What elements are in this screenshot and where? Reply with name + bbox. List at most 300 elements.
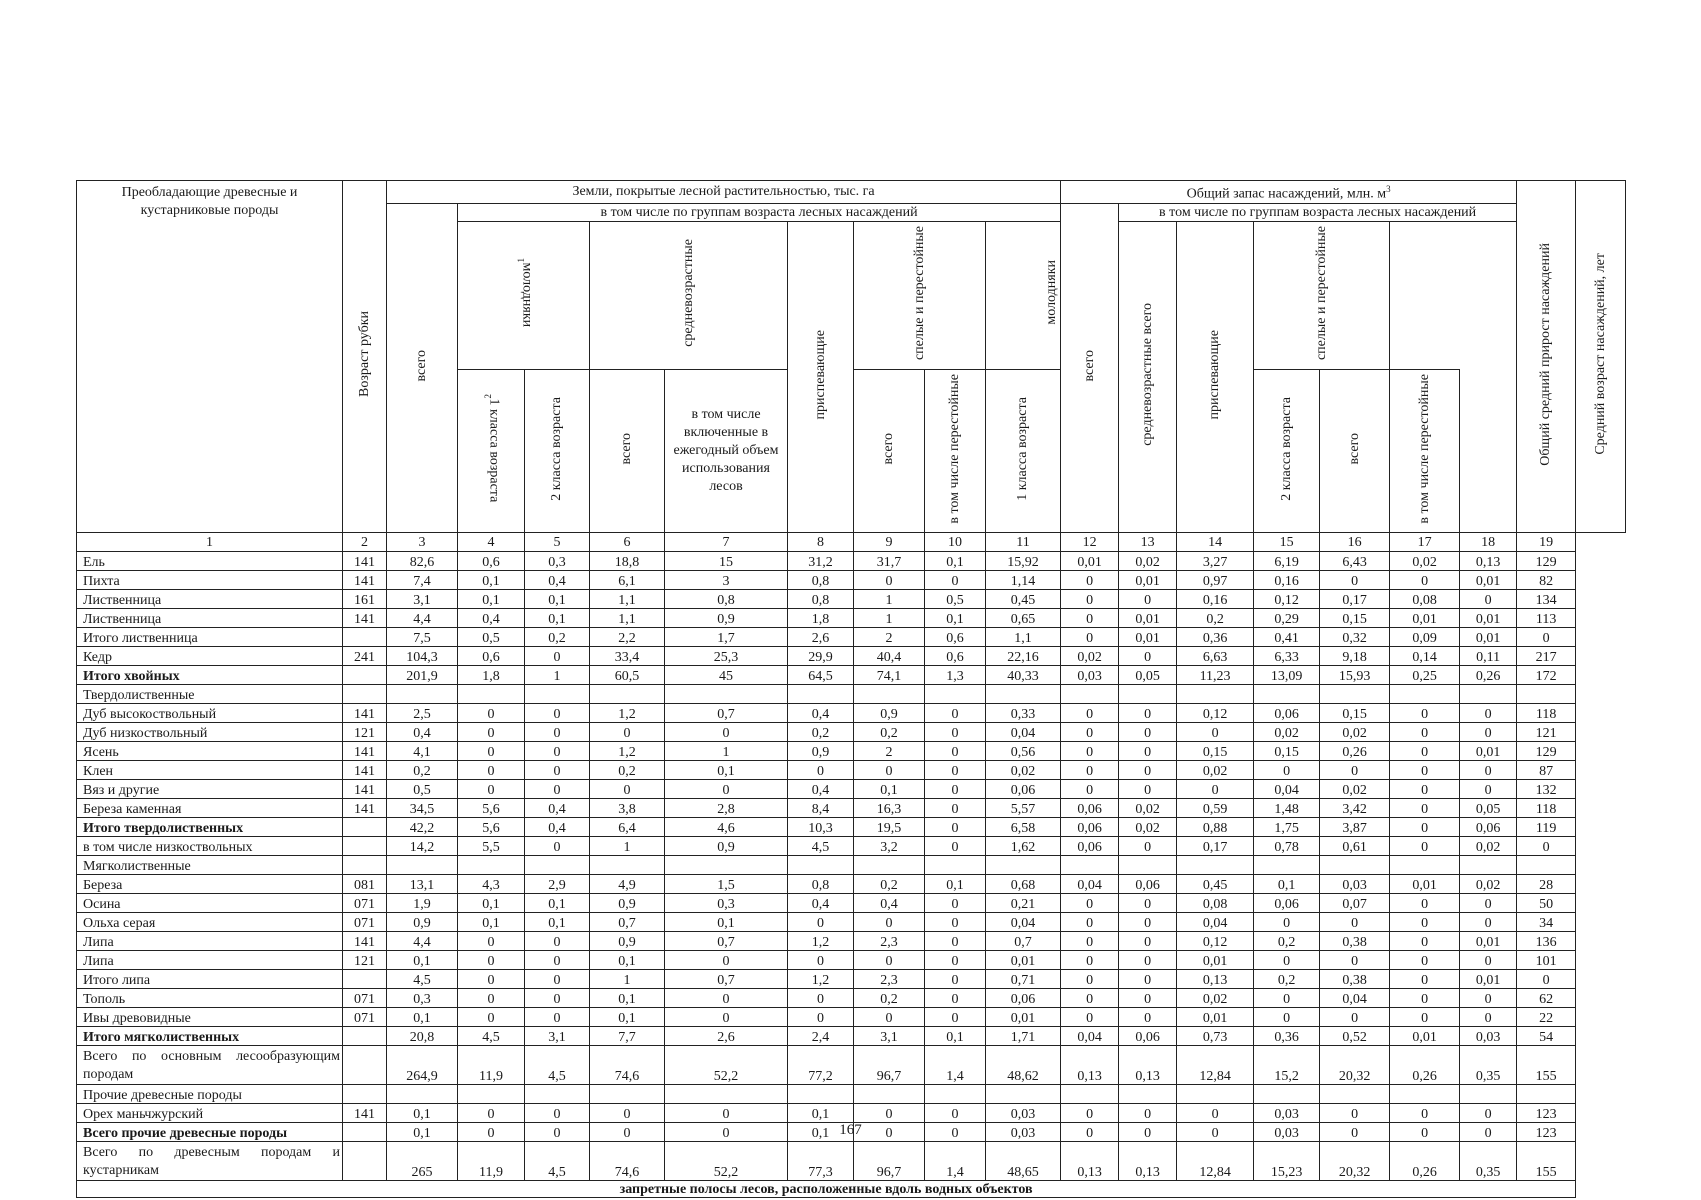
table-cell: 0 bbox=[525, 704, 590, 723]
table-cell: 3 bbox=[665, 571, 788, 590]
table-cell bbox=[788, 685, 854, 704]
table-cell: 45 bbox=[665, 666, 788, 685]
table-cell: 4,5 bbox=[525, 1046, 590, 1085]
table-cell: 0,13 bbox=[1119, 1046, 1177, 1085]
table-row bbox=[77, 552, 1626, 571]
table-cell: 40,33 bbox=[986, 666, 1061, 685]
table-cell: 40,4 bbox=[854, 647, 925, 666]
table-cell bbox=[986, 856, 1061, 875]
table-cell: 0 bbox=[925, 799, 986, 818]
table-cell: 0 bbox=[458, 951, 525, 970]
table-cell bbox=[590, 685, 665, 704]
table-cell: 0,33 bbox=[986, 704, 1061, 723]
table-cell: 0 bbox=[1320, 1008, 1390, 1027]
table-row bbox=[77, 1085, 1626, 1104]
table-cell bbox=[854, 685, 925, 704]
table-cell: 0,5 bbox=[458, 628, 525, 647]
row-label: Всего прочие древесные породы bbox=[77, 1123, 343, 1142]
table-cell: 0 bbox=[1390, 1008, 1460, 1027]
table-cell: 0 bbox=[590, 1104, 665, 1123]
forest-table bbox=[76, 180, 1626, 1198]
table-cell: 0,26 bbox=[1390, 1046, 1460, 1085]
table-cell: 0,01 bbox=[1460, 609, 1517, 628]
table-cell: 1 bbox=[525, 666, 590, 685]
table-cell: 0 bbox=[1320, 913, 1390, 932]
row-label: Всего по древесным породам и кустарникам bbox=[77, 1142, 343, 1181]
table-cell: 0 bbox=[1061, 571, 1119, 590]
table-cell bbox=[458, 856, 525, 875]
table-cell bbox=[1061, 856, 1119, 875]
table-cell: 0,2 bbox=[1177, 609, 1254, 628]
table-cell: 1,2 bbox=[590, 742, 665, 761]
table-cell: 6,1 bbox=[590, 571, 665, 590]
table-cell: 3,42 bbox=[1320, 799, 1390, 818]
table-row bbox=[77, 913, 1626, 932]
header-mid-total: всего bbox=[590, 369, 665, 533]
table-cell: 52,2 bbox=[665, 1142, 788, 1181]
table-cell: 0 bbox=[665, 989, 788, 1008]
table-cell: 7,7 bbox=[590, 1027, 665, 1046]
table-cell: 14,2 bbox=[387, 837, 458, 856]
table-cell: 0,08 bbox=[1390, 590, 1460, 609]
row-label: Итого лиственница bbox=[77, 628, 343, 647]
table-cell: 0 bbox=[665, 780, 788, 799]
table-cell: 0,02 bbox=[1460, 837, 1517, 856]
table-cell: 0,32 bbox=[1320, 628, 1390, 647]
header-stock-total: всего bbox=[1061, 203, 1119, 533]
table-cell: 0,1 bbox=[925, 609, 986, 628]
table-cell: 141 bbox=[343, 780, 387, 799]
table-cell: 0 bbox=[925, 761, 986, 780]
table-cell: 0,02 bbox=[1460, 875, 1517, 894]
header-stock: Общий запас насаждений, млн. $м^3$ bbox=[1061, 181, 1517, 204]
column-number: 11 bbox=[986, 533, 1061, 552]
table-cell: 0 bbox=[925, 818, 986, 837]
table-cell: 0 bbox=[525, 951, 590, 970]
table-cell bbox=[854, 1085, 925, 1104]
table-cell: 0,65 bbox=[986, 609, 1061, 628]
table-cell: 3,27 bbox=[1177, 552, 1254, 571]
table-cell: 155 bbox=[1517, 1142, 1576, 1181]
table-cell bbox=[343, 1142, 387, 1181]
table-cell: 0,2 bbox=[590, 761, 665, 780]
table-cell: 0,04 bbox=[986, 913, 1061, 932]
table-cell bbox=[1390, 1085, 1460, 1104]
table-cell: 141 bbox=[343, 552, 387, 571]
table-row bbox=[77, 666, 1626, 685]
table-cell: 121 bbox=[343, 951, 387, 970]
table-cell bbox=[343, 818, 387, 837]
table-cell: 0 bbox=[788, 989, 854, 1008]
table-cell: 0,1 bbox=[525, 894, 590, 913]
table-cell: 0 bbox=[1390, 761, 1460, 780]
table-cell: 1 bbox=[854, 590, 925, 609]
table-cell: 0 bbox=[925, 913, 986, 932]
table-cell: 52,2 bbox=[665, 1046, 788, 1085]
table-cell: 121 bbox=[343, 723, 387, 742]
table-cell: 0 bbox=[1390, 780, 1460, 799]
table-cell: 0,36 bbox=[1177, 628, 1254, 647]
table-cell bbox=[343, 628, 387, 647]
header-premature: приспевающие bbox=[788, 221, 854, 533]
table-cell: 82 bbox=[1517, 571, 1576, 590]
table-cell: 0 bbox=[1177, 1123, 1254, 1142]
table-cell: 0,9 bbox=[387, 913, 458, 932]
table-cell: 0 bbox=[925, 704, 986, 723]
table-cell: 0,15 bbox=[1177, 742, 1254, 761]
table-cell bbox=[1390, 685, 1460, 704]
table-cell bbox=[525, 1085, 590, 1104]
table-cell: 0 bbox=[1254, 913, 1320, 932]
table-cell: 0,04 bbox=[1061, 1027, 1119, 1046]
table-row bbox=[77, 1142, 1626, 1181]
table-cell: 201,9 bbox=[387, 666, 458, 685]
table-cell: 0 bbox=[1119, 704, 1177, 723]
table-cell: 4,9 bbox=[590, 875, 665, 894]
row-label: Лиственница bbox=[77, 609, 343, 628]
table-cell: 4,6 bbox=[665, 818, 788, 837]
header-average-age: Средний возраст насаждений, лет bbox=[1576, 181, 1626, 533]
table-cell: 1,9 bbox=[387, 894, 458, 913]
table-cell: 0,52 bbox=[1320, 1027, 1390, 1046]
table-cell: 0 bbox=[1119, 894, 1177, 913]
table-cell bbox=[343, 970, 387, 989]
table-cell: 0,6 bbox=[925, 647, 986, 666]
table-cell: 0,5 bbox=[387, 780, 458, 799]
table-cell: 0 bbox=[1119, 780, 1177, 799]
table-cell: 0,13 bbox=[1119, 1142, 1177, 1181]
table-cell: 0,21 bbox=[986, 894, 1061, 913]
table-cell: 0 bbox=[1460, 913, 1517, 932]
column-number: 17 bbox=[1390, 533, 1460, 552]
table-cell: 0 bbox=[525, 761, 590, 780]
table-cell bbox=[525, 856, 590, 875]
table-cell: 141 bbox=[343, 932, 387, 951]
table-cell: 0 bbox=[1517, 837, 1576, 856]
table-cell: 1,1 bbox=[590, 609, 665, 628]
table-cell: 0 bbox=[665, 1104, 788, 1123]
row-label: Липа bbox=[77, 932, 343, 951]
table-cell: 0 bbox=[1320, 951, 1390, 970]
table-cell: 0,01 bbox=[1390, 1027, 1460, 1046]
table-cell bbox=[665, 1085, 788, 1104]
table-cell: 0,14 bbox=[1390, 647, 1460, 666]
table-cell: 1,48 bbox=[1254, 799, 1320, 818]
table-cell: 0,2 bbox=[854, 875, 925, 894]
table-cell: 121 bbox=[1517, 723, 1576, 742]
table-cell: 081 bbox=[343, 875, 387, 894]
table-cell: 0 bbox=[1254, 761, 1320, 780]
table-cell bbox=[1460, 685, 1517, 704]
table-cell: 13,09 bbox=[1254, 666, 1320, 685]
table-cell: 2,2 bbox=[590, 628, 665, 647]
table-cell: 0,02 bbox=[1320, 780, 1390, 799]
table-cell: 0,01 bbox=[1460, 932, 1517, 951]
table-cell: 0,1 bbox=[788, 1123, 854, 1142]
table-cell bbox=[1390, 856, 1460, 875]
table-cell: 0,03 bbox=[986, 1104, 1061, 1123]
table-cell: 0 bbox=[458, 742, 525, 761]
table-cell: 0 bbox=[1390, 742, 1460, 761]
table-cell: 0,06 bbox=[1119, 1027, 1177, 1046]
table-cell: 20,32 bbox=[1320, 1142, 1390, 1181]
table-cell: 0,02 bbox=[1390, 552, 1460, 571]
table-cell: 0,13 bbox=[1460, 552, 1517, 571]
table-cell: 0,01 bbox=[1061, 552, 1119, 571]
table-cell: 0 bbox=[1517, 628, 1576, 647]
table-cell: 0 bbox=[1517, 970, 1576, 989]
table-cell: 7,4 bbox=[387, 571, 458, 590]
table-cell: 0,7 bbox=[986, 932, 1061, 951]
table-row bbox=[77, 894, 1626, 913]
table-cell: 0 bbox=[1390, 1104, 1460, 1123]
table-cell: 15,92 bbox=[986, 552, 1061, 571]
table-cell: 0 bbox=[925, 742, 986, 761]
table-cell bbox=[343, 837, 387, 856]
table-cell bbox=[1320, 1085, 1390, 1104]
column-number: 1 bbox=[77, 533, 343, 552]
table-cell: 31,7 bbox=[854, 552, 925, 571]
table-cell: 0 bbox=[1390, 970, 1460, 989]
table-cell: 0 bbox=[1177, 1104, 1254, 1123]
row-label: Береза каменная bbox=[77, 799, 343, 818]
table-cell: 0,1 bbox=[925, 875, 986, 894]
table-cell: 0,04 bbox=[1320, 989, 1390, 1008]
table-row bbox=[77, 1046, 1626, 1085]
header-mid-age: средневозрастные bbox=[590, 221, 788, 369]
column-number: 16 bbox=[1320, 533, 1390, 552]
table-cell: 87 bbox=[1517, 761, 1576, 780]
table-cell: 0,1 bbox=[458, 894, 525, 913]
table-cell: 0 bbox=[1460, 780, 1517, 799]
table-cell: 0,16 bbox=[1254, 571, 1320, 590]
table-cell: 0,1 bbox=[458, 590, 525, 609]
table-cell: 0 bbox=[458, 761, 525, 780]
table-cell: 217 bbox=[1517, 647, 1576, 666]
table-cell: 12,84 bbox=[1177, 1142, 1254, 1181]
table-cell: 0,3 bbox=[387, 989, 458, 1008]
table-cell: 25,3 bbox=[665, 647, 788, 666]
table-cell: 0 bbox=[590, 723, 665, 742]
table-cell bbox=[1119, 685, 1177, 704]
table-cell: 6,58 bbox=[986, 818, 1061, 837]
table-cell: 2,4 bbox=[788, 1027, 854, 1046]
table-cell: 28 bbox=[1517, 875, 1576, 894]
table-cell: 0,02 bbox=[1254, 723, 1320, 742]
row-label: Кедр bbox=[77, 647, 343, 666]
table-cell: 0 bbox=[854, 951, 925, 970]
table-cell bbox=[925, 1085, 986, 1104]
table-cell: 0 bbox=[1460, 761, 1517, 780]
row-label: Дуб высокоствольный bbox=[77, 704, 343, 723]
header-area-total: всего bbox=[387, 203, 458, 533]
table-cell: 0,4 bbox=[458, 609, 525, 628]
table-cell: 0 bbox=[1320, 761, 1390, 780]
table-cell bbox=[458, 685, 525, 704]
table-row bbox=[77, 628, 1626, 647]
table-cell: 0,1 bbox=[387, 951, 458, 970]
table-cell: 265 bbox=[387, 1142, 458, 1181]
header-stock-groups: в том числе по группам возраста лесных насаждений bbox=[1119, 203, 1517, 221]
table-cell: 16,3 bbox=[854, 799, 925, 818]
table-cell: 0,04 bbox=[1254, 780, 1320, 799]
table-cell: 0,4 bbox=[788, 704, 854, 723]
table-cell: 0,2 bbox=[387, 761, 458, 780]
table-cell bbox=[1177, 685, 1254, 704]
table-cell: 0,1 bbox=[665, 761, 788, 780]
table-cell: 0,01 bbox=[986, 1008, 1061, 1027]
table-cell: 0,7 bbox=[665, 704, 788, 723]
table-cell: 0,6 bbox=[458, 552, 525, 571]
table-cell: 1,62 bbox=[986, 837, 1061, 856]
table-row bbox=[77, 951, 1626, 970]
table-cell: 0 bbox=[1061, 780, 1119, 799]
table-cell: 264,9 bbox=[387, 1046, 458, 1085]
table-cell: 0 bbox=[458, 723, 525, 742]
table-cell: 0,13 bbox=[1061, 1142, 1119, 1181]
table-row bbox=[77, 875, 1626, 894]
table-cell bbox=[1517, 1085, 1576, 1104]
table-cell: 0,1 bbox=[590, 951, 665, 970]
table-cell bbox=[1517, 856, 1576, 875]
table-cell bbox=[1177, 856, 1254, 875]
table-cell: 0 bbox=[925, 894, 986, 913]
table-body bbox=[77, 552, 1626, 1181]
table-cell: 0,06 bbox=[1254, 704, 1320, 723]
table-cell: 0 bbox=[1390, 799, 1460, 818]
table-cell: 0,1 bbox=[458, 913, 525, 932]
table-cell: 0 bbox=[1061, 704, 1119, 723]
table-cell: 50 bbox=[1517, 894, 1576, 913]
table-row bbox=[77, 723, 1626, 742]
table-cell: 0 bbox=[1460, 704, 1517, 723]
table-cell: 0,7 bbox=[590, 913, 665, 932]
table-cell: 31,2 bbox=[788, 552, 854, 571]
table-cell: 0,01 bbox=[1177, 1008, 1254, 1027]
column-number: 4 bbox=[458, 533, 525, 552]
table-cell: 5,6 bbox=[458, 799, 525, 818]
column-number: 5 bbox=[525, 533, 590, 552]
table-row bbox=[77, 571, 1626, 590]
table-cell: 1,4 bbox=[925, 1142, 986, 1181]
table-row bbox=[77, 799, 1626, 818]
table-cell: 0,9 bbox=[854, 704, 925, 723]
table-cell: 1,2 bbox=[788, 970, 854, 989]
table-cell bbox=[343, 1046, 387, 1085]
table-cell: 48,62 bbox=[986, 1046, 1061, 1085]
row-label: Итого хвойных bbox=[77, 666, 343, 685]
page-number: 167 bbox=[839, 1122, 862, 1138]
table-row bbox=[77, 837, 1626, 856]
table-cell: 0 bbox=[925, 932, 986, 951]
table-cell: 2,6 bbox=[788, 628, 854, 647]
table-cell: 3,1 bbox=[387, 590, 458, 609]
table-cell: 0 bbox=[525, 932, 590, 951]
table-cell: 0,05 bbox=[1119, 666, 1177, 685]
table-cell: 1,2 bbox=[788, 932, 854, 951]
table-cell: 0 bbox=[1460, 951, 1517, 970]
table-cell: 0,56 bbox=[986, 742, 1061, 761]
table-cell: 0 bbox=[458, 1104, 525, 1123]
table-cell: 0,35 bbox=[1460, 1046, 1517, 1085]
table-row bbox=[77, 609, 1626, 628]
table-cell: 0,2 bbox=[854, 723, 925, 742]
row-label: Итого липа bbox=[77, 970, 343, 989]
table-cell: 0 bbox=[525, 647, 590, 666]
table-cell: 0,26 bbox=[1390, 1142, 1460, 1181]
table-cell: 0 bbox=[1119, 932, 1177, 951]
table-cell: 0 bbox=[525, 723, 590, 742]
table-cell: 5,5 bbox=[458, 837, 525, 856]
table-cell: 141 bbox=[343, 704, 387, 723]
table-cell: 0,8 bbox=[788, 571, 854, 590]
table-cell: 5,57 bbox=[986, 799, 1061, 818]
table-cell: 123 bbox=[1517, 1123, 1576, 1142]
table-cell: 0,8 bbox=[788, 875, 854, 894]
column-number: 9 bbox=[854, 533, 925, 552]
table-cell: 2,6 bbox=[665, 1027, 788, 1046]
table-cell: 12,84 bbox=[1177, 1046, 1254, 1085]
table-cell bbox=[1460, 1085, 1517, 1104]
table-cell: 0 bbox=[1061, 742, 1119, 761]
table-cell: 0 bbox=[925, 1123, 986, 1142]
table-cell: 0,03 bbox=[1254, 1123, 1320, 1142]
table-row bbox=[77, 704, 1626, 723]
table-cell: 0,1 bbox=[1254, 875, 1320, 894]
table-cell: 0,38 bbox=[1320, 932, 1390, 951]
table-cell: 54 bbox=[1517, 1027, 1576, 1046]
table-cell: 0,9 bbox=[665, 837, 788, 856]
table-cell bbox=[1320, 685, 1390, 704]
table-cell: 0,7 bbox=[665, 970, 788, 989]
column-number: 10 bbox=[925, 533, 986, 552]
table-cell: 0 bbox=[925, 1008, 986, 1027]
table-cell: 0 bbox=[1390, 818, 1460, 837]
table-cell: 0,16 bbox=[1177, 590, 1254, 609]
row-label: Итого мягколиственных bbox=[77, 1027, 343, 1046]
table-cell: 0,3 bbox=[665, 894, 788, 913]
table-cell: 0,4 bbox=[788, 894, 854, 913]
table-row bbox=[77, 856, 1626, 875]
table-cell: 0,04 bbox=[1177, 913, 1254, 932]
table-cell: 0 bbox=[1254, 951, 1320, 970]
table-cell: 0,03 bbox=[1254, 1104, 1320, 1123]
table-cell bbox=[986, 685, 1061, 704]
table-cell bbox=[1061, 1085, 1119, 1104]
table-cell bbox=[387, 856, 458, 875]
table-cell: 0 bbox=[665, 1008, 788, 1027]
row-label: Тополь bbox=[77, 989, 343, 1008]
table-cell: 1 bbox=[854, 609, 925, 628]
table-cell: 4,5 bbox=[788, 837, 854, 856]
table-cell: 0 bbox=[1460, 989, 1517, 1008]
table-cell: 2,3 bbox=[854, 932, 925, 951]
header-young-class2: 2 класса возраста bbox=[525, 369, 590, 533]
table-cell: 0 bbox=[925, 723, 986, 742]
table-cell: 0 bbox=[458, 932, 525, 951]
table-cell: 071 bbox=[343, 1008, 387, 1027]
table-cell: 0 bbox=[1061, 723, 1119, 742]
header-area: Земли, покрытые лесной растительностью, тыс. га bbox=[387, 181, 1061, 204]
table-cell: 123 bbox=[1517, 1104, 1576, 1123]
table-cell: 22,16 bbox=[986, 647, 1061, 666]
table-cell: 3,1 bbox=[525, 1027, 590, 1046]
table-cell: 0,15 bbox=[1320, 609, 1390, 628]
table-cell: 0 bbox=[525, 970, 590, 989]
table-cell: 0 bbox=[525, 837, 590, 856]
table-cell: 4,1 bbox=[387, 742, 458, 761]
table-cell: 0,02 bbox=[1061, 647, 1119, 666]
